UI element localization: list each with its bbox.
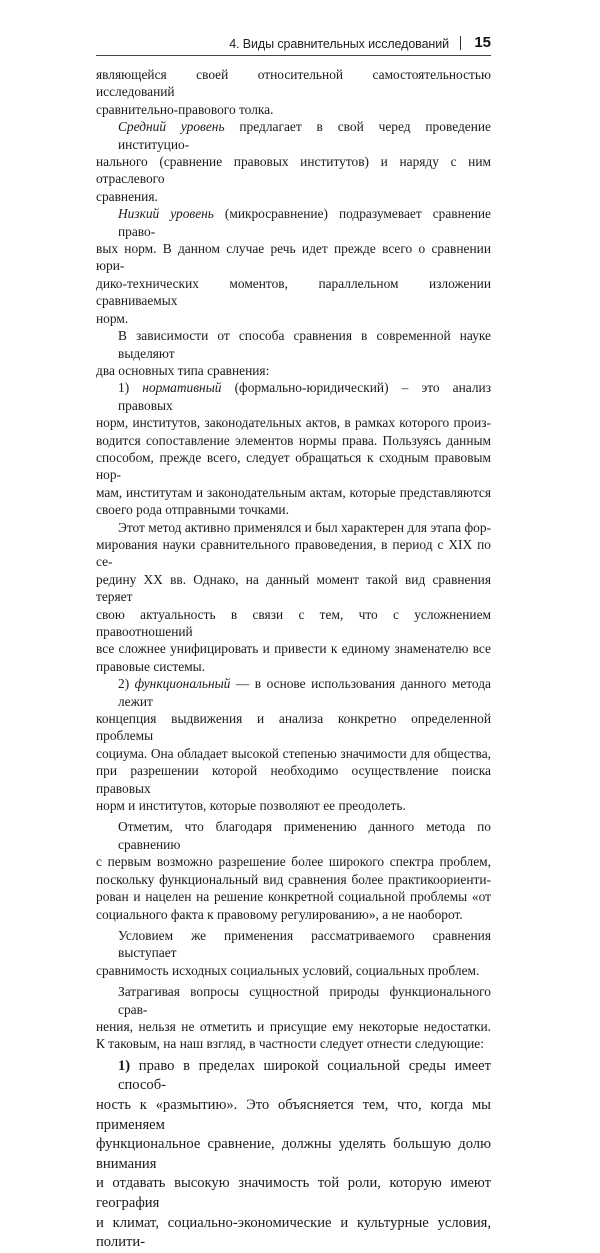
- text-line: [96, 101, 491, 118]
- text-line: [96, 501, 491, 518]
- paragraph: [96, 327, 491, 379]
- paragraph: [96, 675, 491, 814]
- text-line: [96, 188, 491, 205]
- text-line: [96, 762, 491, 797]
- line-text: два основных типа сравнения:: [96, 362, 270, 378]
- text-line: [96, 118, 491, 153]
- text-line: [96, 571, 491, 606]
- line-text: Условием же применения рассматриваемого сравнения выступает: [118, 927, 491, 961]
- text-line: [96, 449, 491, 484]
- list-number: 2): [118, 676, 130, 692]
- list-number: 1): [118, 1057, 131, 1074]
- line-text: свою актуальность в связи с тем, что с усложнением правоотношений: [96, 606, 491, 639]
- line-text: правовые системы.: [96, 658, 206, 674]
- text-line: [96, 205, 491, 240]
- line-text: норм.: [96, 310, 129, 326]
- text-line: [96, 240, 491, 275]
- defined-term: Низкий уровень: [118, 206, 214, 222]
- line-text: при разрешении которой необходимо осуществление поиска правовых: [96, 763, 491, 796]
- line-text: социума. Она обладает высокой степенью значимости для общества,: [96, 745, 491, 761]
- line-text: нения, нельзя не отметить и присущие ему некоторые недостатки.: [96, 1018, 491, 1034]
- text-line: [96, 310, 491, 327]
- line-text: мам, институтам и законодательным актам, которые представляются: [96, 484, 491, 500]
- text-line: [96, 362, 491, 379]
- text-line: [96, 1035, 491, 1052]
- text-line: [96, 710, 491, 745]
- defined-term: Средний уровень: [118, 119, 225, 135]
- text-line: [96, 962, 491, 979]
- paragraph: [96, 519, 491, 676]
- text-line: [96, 606, 491, 641]
- text-line: [96, 536, 491, 571]
- line-text: поскольку функциональный вид сравнения более практикоориенти-: [96, 871, 491, 887]
- line-text: норм, институтов, законодательных актов, в рамках которого произ-: [96, 415, 491, 431]
- line-text: сравнения.: [96, 188, 158, 204]
- line-text: и климат, социально-экономические и культурные условия, полити-: [96, 1214, 491, 1251]
- paragraph: [96, 118, 491, 205]
- text-line: [96, 484, 491, 501]
- page-number: 15: [474, 34, 491, 51]
- text-line: [96, 853, 491, 870]
- line-text: рован и нацелен на решение конкретной социальной проблемы «от: [96, 889, 491, 905]
- line-text: способом, прежде всего, следует обращаться к сходным правовым нор-: [96, 449, 491, 483]
- line-text: являющейся своей относительной самостоятельностью исследований: [96, 67, 491, 100]
- line-text: Затрагивая вопросы сущностной природы функционального срав-: [118, 984, 491, 1017]
- line-text: сравнимость исходных социальных условий, социальных проблем.: [96, 962, 480, 978]
- line-text: вых норм. В данном случае речь идет прежде всего о сравнении юри-: [96, 241, 491, 274]
- line-text: социального факта к правовому регулированию», а не наоборот.: [96, 906, 463, 922]
- defined-term: функциональный: [134, 676, 231, 692]
- text-line: [96, 983, 491, 1018]
- text-line: [96, 640, 491, 657]
- line-text: К таковым, на наш взгляд, в частности следует отнести следующие:: [96, 1036, 484, 1052]
- text-line: [96, 379, 491, 414]
- text-line: [96, 675, 491, 710]
- line-text: Этот метод активно применялся и был характерен для этапа фор-: [118, 519, 491, 535]
- paragraph: [96, 983, 491, 1053]
- line-text: норм и институтов, которые позволяют ее преодолеть.: [96, 798, 406, 814]
- text-line: [96, 745, 491, 762]
- line-text: с первым возможно разрешение более широкого спектра проблем,: [96, 854, 491, 870]
- text-line: [96, 414, 491, 431]
- text-line: [96, 797, 491, 814]
- line-text: редину XX вв. Однако, на данный момент такой вид сравнения теряет: [96, 571, 491, 605]
- text-line: [96, 1096, 491, 1135]
- text-line: [96, 153, 491, 188]
- text-line: [96, 432, 491, 449]
- text-line: [96, 66, 491, 101]
- line-text: концепция выдвижения и анализа конкретно определенной проблемы: [96, 711, 491, 744]
- line-text: функциональное сравнение, должны уделять большую долю внимания: [96, 1136, 491, 1172]
- defined-term: нормативный: [142, 380, 222, 396]
- text-line: [96, 1135, 491, 1174]
- paragraph: [96, 927, 491, 979]
- text-line: [96, 818, 491, 853]
- line-text: все сложнее унифицировать и привести к единому знаменателю все: [96, 641, 491, 657]
- line-text: (микросравнение) подразумевает сравнение право-: [118, 206, 491, 239]
- running-header: [96, 33, 491, 56]
- paragraph: [96, 66, 491, 118]
- paragraph: [96, 379, 491, 518]
- text-line: [96, 327, 491, 362]
- line-text: (формально-юридический) – это анализ правовых: [118, 380, 491, 413]
- list-number: 1): [118, 380, 130, 396]
- text-line: [96, 1174, 491, 1213]
- chapter-title: 4. Виды сравнительных исследований: [229, 37, 449, 51]
- paragraph: [96, 1057, 491, 1253]
- text-line: [96, 275, 491, 310]
- text-line: [96, 871, 491, 888]
- text-line: [96, 1018, 491, 1035]
- line-text: ность к «размытию». Это объясняется тем, что, когда мы применяем: [96, 1096, 491, 1133]
- line-text: мирования науки сравнительного правоведения, в период с XIX по се-: [96, 536, 491, 570]
- line-text: водится сопоставление элементов нормы права. Пользуясь данным: [96, 432, 491, 448]
- text-line: [96, 888, 491, 905]
- body-text: [96, 66, 491, 1253]
- paragraph: [96, 205, 491, 327]
- line-text: В зависимости от способа сравнения в современной науке выделяют: [118, 328, 491, 361]
- line-text: своего рода отправными точками.: [96, 502, 289, 518]
- line-text: нального (сравнение правовых институтов) и наряду с ним отраслевого: [96, 154, 491, 187]
- line-text: и отдавать высокую значимость той роли, которую имеют география: [96, 1175, 491, 1211]
- text-line: [96, 658, 491, 675]
- text-line: [96, 906, 491, 923]
- line-text: Отметим, что благодаря применению данного метода по сравнению: [118, 819, 491, 852]
- line-text: — в основе использования данного метода лежит: [118, 676, 491, 709]
- text-line: [96, 519, 491, 536]
- line-text: сравнительно-правового толка.: [96, 101, 274, 117]
- text-line: [96, 1057, 491, 1096]
- text-line: [96, 927, 491, 962]
- line-text: право в пределах широкой социальной среды имеет способ-: [118, 1057, 491, 1094]
- line-text: дико-технических моментов, параллельном изложении сравниваемых: [96, 275, 491, 309]
- paragraph: [96, 818, 491, 922]
- text-line: [96, 1214, 491, 1253]
- header-separator: [460, 36, 461, 50]
- line-text: предлагает в свой черед проведение институцио-: [118, 119, 491, 152]
